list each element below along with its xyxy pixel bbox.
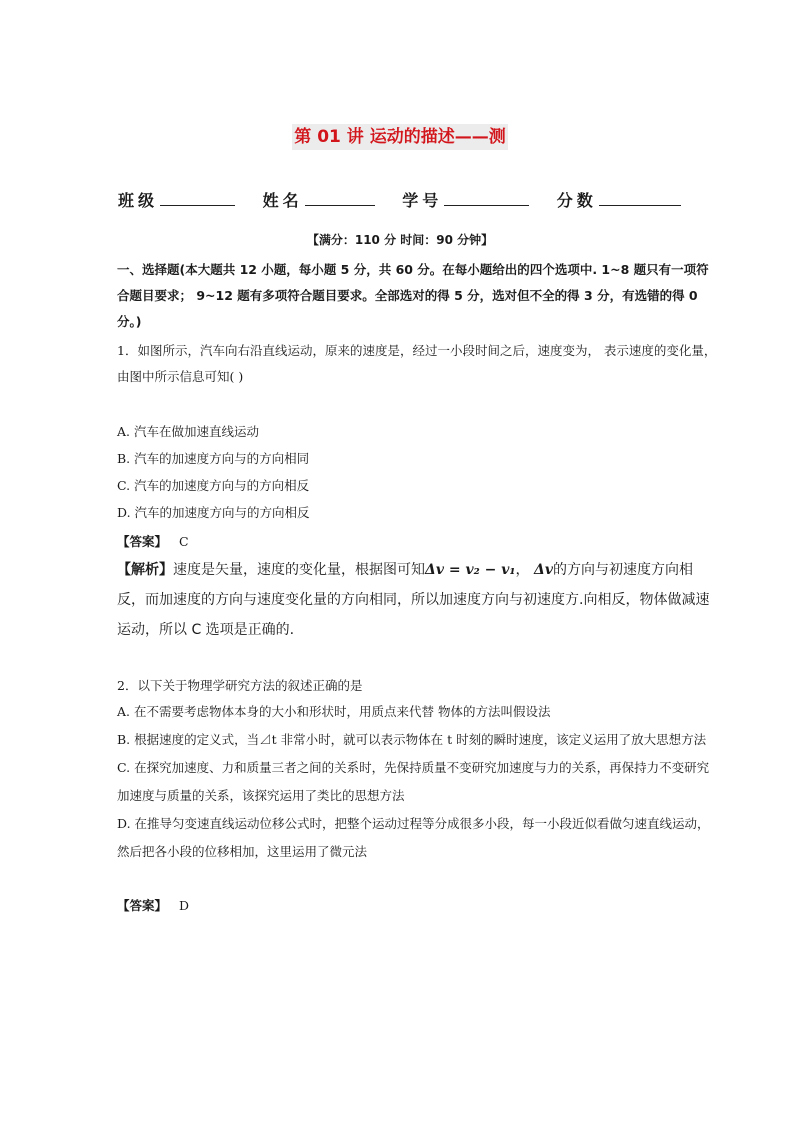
student-info-row [118, 188, 699, 211]
class-label: 班级 [118, 191, 159, 210]
option-d: D. 汽车的加速度方向与的方向相反 [117, 505, 310, 520]
option-c: C. 汽车的加速度方向与的方向相反 [117, 478, 310, 493]
exam-meta: 【满分：110 分 时间：90 分钟】 [306, 233, 494, 247]
question-2-answer [117, 896, 189, 914]
explanation-part-3: 的方向与初速度方向相反，而加速度的方向与速度变化量的方向相同，所以加速度方向与初速度方.向相反，物体做减速运动，所以 C 选项是正确的. [117, 562, 710, 638]
name-label: 姓名 [262, 191, 303, 210]
explanation-part-1: 速度是矢量，速度的变化量，根据图可知 [173, 562, 425, 578]
answer-value: D [178, 898, 189, 913]
score-label: 分数 [556, 191, 597, 210]
question-1-options [117, 418, 310, 526]
option-b: B. 汽车的加速度方向与的方向相同 [117, 451, 310, 466]
question-2-options [117, 698, 717, 866]
question-1-answer [117, 532, 189, 550]
score-blank[interactable] [599, 191, 681, 206]
class-blank[interactable] [160, 191, 235, 206]
answer-value: C [178, 534, 189, 549]
question-1-explanation [117, 555, 711, 645]
answer-label: 【答案】 [117, 534, 168, 549]
question-2-stem: 2．以下关于物理学研究方法的叙述正确的是 [117, 678, 363, 693]
option-d: D. 在推导匀变速直线运动位移公式时，把整个运动过程等分成很多小段，每一小段近似看做匀速直线运动，然后把各小段的位移相加，这里运用了微元法 [117, 816, 710, 859]
formula-delta-v-2: Δv [533, 562, 553, 578]
option-a: A. 汽车在做加速直线运动 [117, 424, 259, 439]
id-label: 学号 [402, 191, 443, 210]
explanation-label: 【解析】 [117, 562, 173, 578]
option-c: C. 在探究加速度、力和质量三者之间的关系时，先保持质量不变研究加速度与力的关系，再保持力不变研究加速度与质量的关系，该探究运用了类比的思想方法 [117, 760, 710, 803]
question-1-stem: 1．如图所示，汽车向右沿直线运动，原来的速度是，经过一小段时间之后，速度变为， 表示速度的变化量，由图中所示信息可知( ) [117, 343, 717, 384]
name-blank[interactable] [305, 191, 375, 206]
page-title [0, 122, 800, 147]
answer-label: 【答案】 [117, 898, 168, 913]
id-blank[interactable] [444, 191, 529, 206]
formula-delta-v: Δv = v₂ − v₁ [425, 562, 516, 578]
option-a: A. 在不需要考虑物体本身的大小和形状时，用质点来代替 物体的方法叫假设法 [117, 704, 551, 719]
option-b: B. 根据速度的定义式，当⊿t 非常小时，就可以表示物体在 t 时刻的瞬时速度，该定义运用了放大思想方法 [117, 732, 707, 747]
section-instructions: 一、选择题(本大题共 12 小题，每小题 5 分，共 60 分。在每小题给出的四个选项中. 1~8 题只有一项符合题目要求； 9~12 题有多项符合题目要求。全部选对的得 5 分，选对但不全的得 3 分，有选错的得 0 分。) [117, 262, 709, 329]
title-text: 第 01 讲 运动的描述——测 [292, 124, 507, 150]
explanation-part-2: ， [515, 562, 530, 578]
